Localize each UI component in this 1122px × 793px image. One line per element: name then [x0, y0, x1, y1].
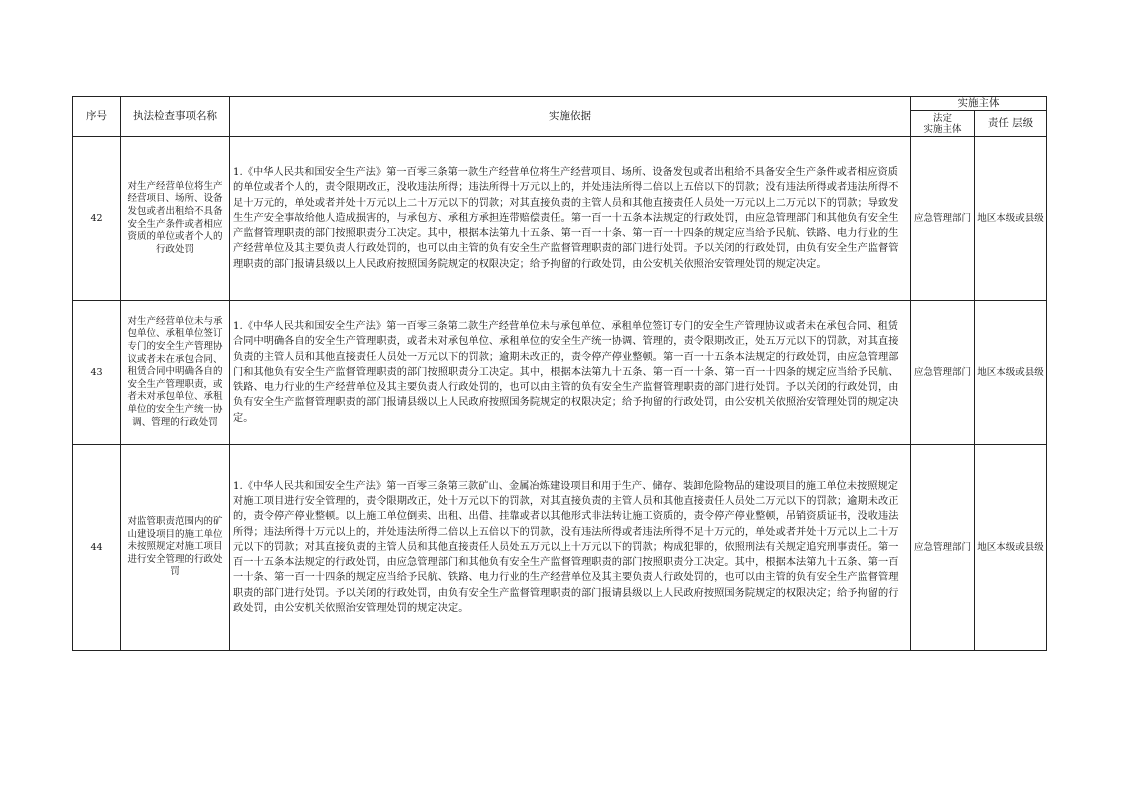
row-level: 地区本级或县级 [975, 301, 1047, 445]
row-level: 地区本级或县级 [975, 137, 1047, 301]
table-row [73, 301, 1047, 445]
row-item-name: 对监管职责范围内的矿山建设项目的施工单位未按照规定对施工项目进行安全管理的行政处罚 [121, 445, 230, 651]
row-seq: 43 [73, 301, 121, 445]
header-item-name: 执法检查事项名称 [121, 97, 230, 137]
header-legal-subject [911, 111, 975, 137]
row-seq: 42 [73, 137, 121, 301]
header-legal-subject-line2: 实施主体 [923, 123, 962, 135]
row-level: 地区本级或县级 [975, 445, 1047, 651]
row-basis: 1.《中华人民共和国安全生产法》第一百零三条第一款生产经营单位将生产经营项目、场所、设备发包或者出租给不具备安全生产条件或者相应资质的单位或者个人的，责令限期改正，没收违法所得；违法所得十万元以上的，并处违法所得二倍以上五倍以下的罚款；没有违法所得或者违法所得不足十万元的，单处或者并处十万元以上二十万元以下的罚款；对其直接负责的主管人员和其他直接责任人员处一万元以上二万元以下的罚款；导致发生生产安全事故给他人造成损害的，与承包方、承租方承担连带赔偿责任。第一百一十五条本法规定的行政处罚，由应急管理部门和其他负有安全生产监督管理职责的部门按照职责分工决定。其中，根据本法第九十五条、第一百一十条、第一百一十四条的规定应当给予民航、铁路、电力行业的生产经营单位及其主要负责人行政处罚的，也可以由主管的负有安全生产监督管理职责的部门进行处罚。予以关闭的行政处罚，由负有安全生产监督管理职责的部门报请县级以上人民政府按照国务院规定的权限决定；给予拘留的行政处罚，由公安机关依照治安管理处罚的规定决定。 [230, 137, 911, 301]
enforcement-table [72, 96, 1047, 651]
table-row [73, 445, 1047, 651]
row-legal-subject: 应急管理部门 [911, 445, 975, 651]
row-item-name: 对生产经营单位未与承包单位、承租单位签订专门的安全生产管理协议或者未在承包合同、租赁合同中明确各自的安全生产管理职责，或者未对承包单位、承租单位的安全生产统一协调、管理的行政处罚 [121, 301, 230, 445]
row-legal-subject: 应急管理部门 [911, 301, 975, 445]
header-basis: 实施依据 [230, 97, 911, 137]
header-seq: 序号 [73, 97, 121, 137]
header-level: 责任 层级 [975, 111, 1047, 137]
row-seq: 44 [73, 445, 121, 651]
header-subject: 实施主体 [911, 97, 1047, 111]
row-legal-subject: 应急管理部门 [911, 137, 975, 301]
header-legal-subject-line1: 法定 [932, 112, 952, 124]
row-item-name: 对生产经营单位将生产经营项目、场所、设备发包或者出租给不具备安全生产条件或者相应资质的单位或者个人的行政处罚 [121, 137, 230, 301]
row-basis: 1.《中华人民共和国安全生产法》第一百零三条第二款生产经营单位未与承包单位、承租单位签订专门的安全生产管理协议或者未在承包合同、租赁合同中明确各自的安全生产管理职责，或者未对承包单位、承租单位的安全生产统一协调、管理的，责令限期改正，处五万元以下的罚款，对其直接负责的主管人员和其他直接责任人员处一万元以下的罚款；逾期未改正的，责令停产停业整顿。第一百一十五条本法规定的行政处罚，由应急管理部门和其他负有安全生产监督管理职责的部门按照职责分工决定。其中，根据本法第九十五条、第一百一十条、第一百一十四条的规定应当给予民航、铁路、电力行业的生产经营单位及其主要负责人行政处罚的，也可以由主管的负有安全生产监督管理职责的部门进行处罚。予以关闭的行政处罚，由负有安全生产监督管理职责的部门报请县级以上人民政府按照国务院规定的权限决定；给予拘留的行政处罚，由公安机关依照治安管理处罚的规定决定。 [230, 301, 911, 445]
table-row [73, 137, 1047, 301]
row-basis: 1.《中华人民共和国安全生产法》第一百零三条第三款矿山、金属冶炼建设项目和用于生产、储存、装卸危险物品的建设项目的施工单位未按照规定对施工项目进行安全管理的，责令限期改正，处十万元以下的罚款，对其直接负责的主管人员和其他直接责任人员处二万元以下的罚款；逾期未改正的，责令停产停业整顿。以上施工单位倒卖、出租、出借、挂靠或者以其他形式非法转让施工资质的，责令停产停业整顿，吊销资质证书，没收违法所得；违法所得十万元以上的，并处违法所得二倍以上五倍以下的罚款，没有违法所得或者违法所得不足十万元的，单处或者并处十万元以上二十万元以下的罚款；对其直接负责的主管人员和其他直接责任人员处五万元以上十万元以下的罚款；构成犯罪的，依照刑法有关规定追究刑事责任。第一百一十五条本法规定的行政处罚，由应急管理部门和其他负有安全生产监督管理职责的部门按照职责分工决定。其中，根据本法第九十五条、第一百一十条、第一百一十四条的规定应当给予民航、铁路、电力行业的生产经营单位及其主要负责人行政处罚的，也可以由主管的负有安全生产监督管理职责的部门进行处罚。予以关闭的行政处罚，由负有安全生产监督管理职责的部门报请县级以上人民政府按照国务院规定的权限决定；给予拘留的行政处罚，由公安机关依照治安管理处罚的规定决定。 [230, 445, 911, 651]
header-row-top [73, 97, 1047, 111]
